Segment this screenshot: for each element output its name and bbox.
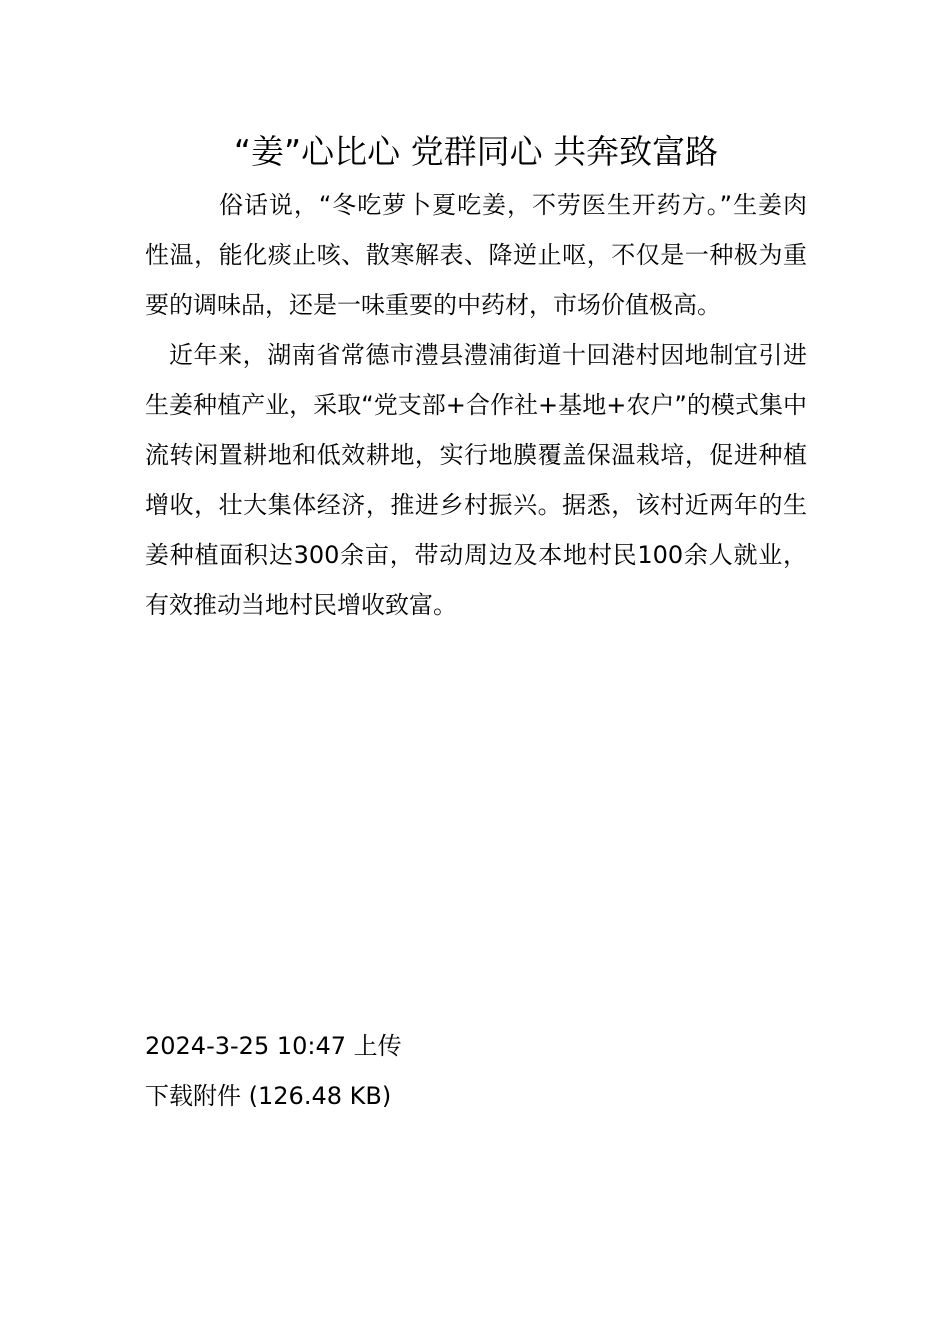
attachment-file-size: (126.48 KB) [248,1082,392,1110]
download-attachment-link[interactable]: 下载附件 [145,1082,241,1110]
article [145,124,807,630]
article-title: “姜”心比心 党群同心 共奔致富路 [233,132,719,171]
upload-timestamp: 2024-3-25 10:47 上传 [145,1032,402,1060]
attachment-row [145,1071,807,1121]
article-paragraph-1: 俗话说，“冬吃萝卜夏吃姜，不劳医生开药方。”生姜肉性温，能化痰止咳、散寒解表、降逆止呕，不仅是一种极为重要的调味品，还是一味重要的中药材，市场价值极高。 [145,191,807,319]
article-paragraph-2: 近年来，湖南省常德市澧县澧浦街道十回港村因地制宜引进生姜种植产业，采取“党支部+合作社+基地+农户”的模式集中流转闲置耕地和低效耕地，实行地膜覆盖保温栽培，促进种植增收，壮大集体经济，推进乡村振兴。据悉，该村近两年的生姜种植面积达300余亩，带动周边及本地村民100余人就业，有效推动当地村民增收致富。 [145,341,807,619]
